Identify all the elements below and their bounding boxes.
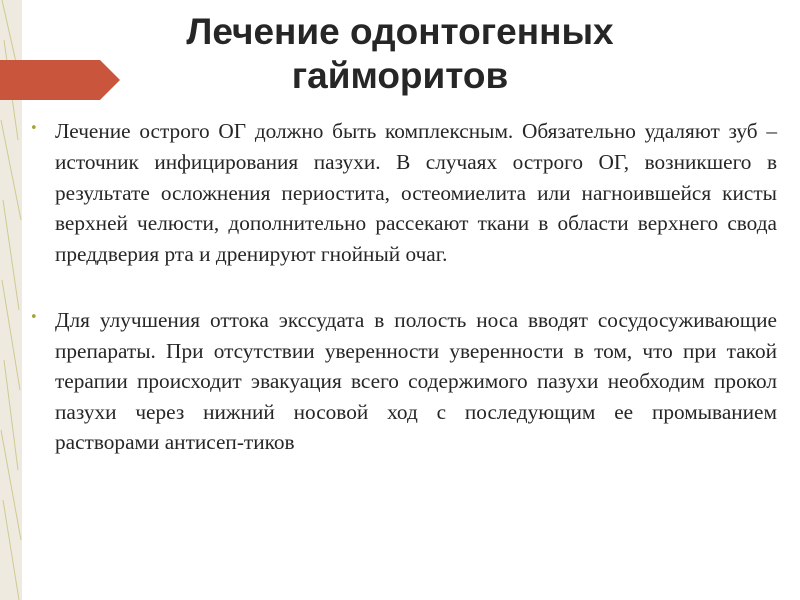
slide-title [150,10,650,98]
bullet-text: Для улучшения оттока экссудата в полость носа вводят сосудосуживающие препараты. При отсутствии уверенности уверенности в том, что при такой терапии происходит эвакуация всего содержимого пазухи необходим прокол пазухи через нижний носовой ход с последующим ее промыванием растворами антисеп-тиков [55,307,777,455]
bullet-item [30,305,777,458]
bullet-icon: • [30,121,38,136]
bullet-text: Лечение острого ОГ должно быть комплексным. Обязательно удаляют зуб – источник инфицирования пазухи. В случаях острого ОГ, возникшего в результате осложнения периостита, остеомиелита или нагноившейся кисты верхней челюсти, дополнительно рассекают ткани в области верхнего свода преддверия рта и дренируют гнойный очаг. [55,119,777,267]
title-line-1: Лечение одонтогенных [186,11,614,52]
title-line-2: гайморитов [291,55,509,96]
bullet-icon: • [30,309,38,325]
bullet-list [30,116,777,458]
bullet-item [30,116,777,270]
accent-tab [0,60,120,100]
